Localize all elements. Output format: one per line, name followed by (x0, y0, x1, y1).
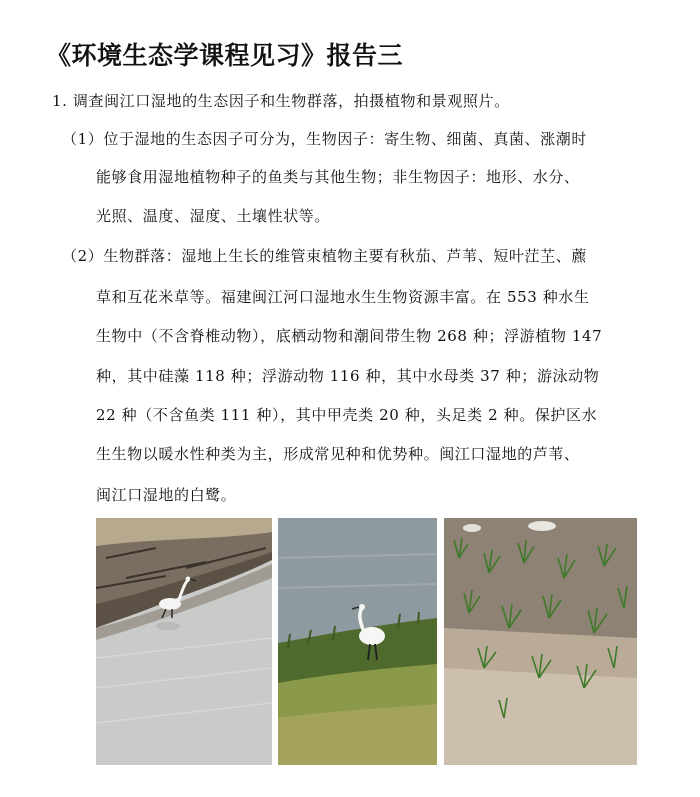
report-title: 《环境生态学课程见习》报告三 (46, 41, 404, 70)
paragraph-1-line: 能够食用湿地植物种子的鱼类与其他生物；非生物因子：地形、水分、 (96, 168, 580, 186)
paragraph-2-line: （2）生物群落：湿地上生长的维管束植物主要有秋茄、芦苇、短叶茳芏、藨 (62, 247, 587, 265)
egret-water-photo (96, 518, 272, 765)
paragraph-2-line: 种，其中硅藻 118 种；浮游动物 116 种，其中水母类 37 种；游泳动物 (96, 367, 600, 385)
paragraph-2-line: 生物中（不含脊椎动物），底栖动物和潮间带生物 268 种；浮游植物 147 (96, 327, 603, 345)
paragraph-2-line: 22 种（不含鱼类 111 种），其中甲壳类 20 种，头足类 2 种。保护区水 (96, 406, 598, 424)
paragraph-2-line: 闽江口湿地的白鹭。 (96, 486, 237, 504)
reed-mudflat-photo (444, 518, 637, 765)
paragraph-2-line: 草和互花米草等。福建闽江河口湿地水生生物资源丰富。在 553 种水生 (96, 288, 590, 306)
egret-grass-photo (278, 518, 437, 765)
paragraph-1-line: 光照、温度、湿度、土壤性状等。 (96, 207, 331, 225)
paragraph-2-line: 生生物以暖水性种类为主，形成常见种和优势种。闽江口湿地的芦苇、 (96, 445, 580, 463)
paragraph-1-line: （1）位于湿地的生态因子可分为，生物因子：寄生物、细菌、真菌、涨潮时 (62, 130, 587, 148)
intro-line: 1. 调查闽江口湿地的生态因子和生物群落，拍摄植物和景观照片。 (52, 92, 510, 110)
